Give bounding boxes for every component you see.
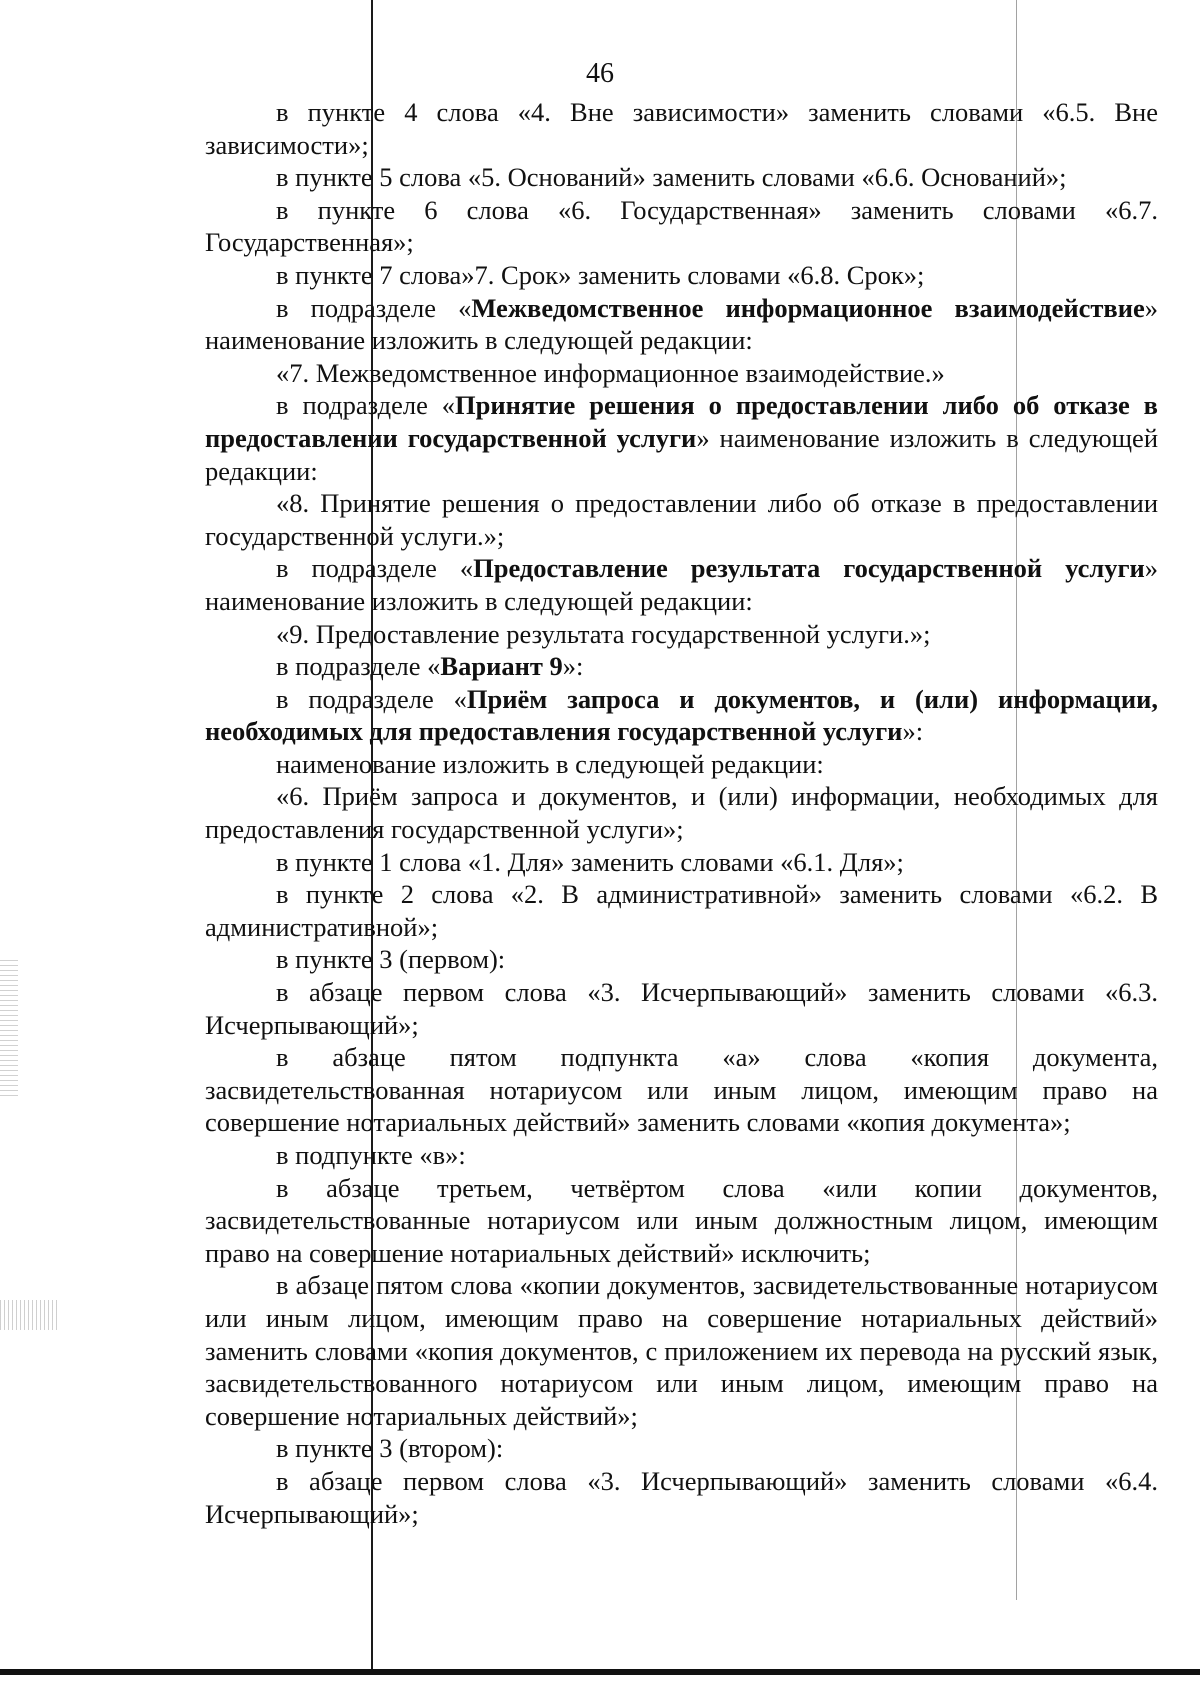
bold-text-run: Предоставление результата государственной услуги [473, 553, 1145, 584]
text-run: »: [562, 651, 584, 682]
paragraph [205, 748, 1158, 781]
paragraph [205, 96, 1158, 161]
text-run: в пункте 4 слова «4. Вне зависимости» заменить словами «6.5. Вне зависимости»; [205, 97, 1158, 160]
paragraph [205, 650, 1158, 683]
paragraph [205, 1139, 1158, 1172]
text-run: в подразделе « [276, 651, 441, 682]
text-run: в подразделе « [276, 553, 474, 584]
paragraph [205, 1172, 1158, 1270]
text-run: » наименование изложить в следующей редакции: [205, 292, 1158, 356]
paragraph [205, 194, 1158, 259]
text-run: в абзаце пятом подпункта «а» слова «копия документа, засвидетельствованная нотариусом или иным лицом, имеющим право на совершение нотариальных действий» заменить словами «копия документа»; [205, 1042, 1158, 1138]
text-run: «8. Принятие решения о предоставлении либо об отказе в предоставлении государственной услуги.»; [205, 488, 1158, 551]
text-run: в пункте 5 слова «5. Оснований» заменить словами «6.6. Оснований»; [276, 162, 1067, 193]
text-run: в абзаце первом слова «3. Исчерпывающий» заменить словами «6.3. Исчерпывающий»; [205, 977, 1158, 1040]
text-run: в абзаце первом слова «3. Исчерпывающий» заменить словами «6.4. Исчерпывающий»; [205, 1465, 1158, 1529]
bold-text-run: Межведомственное информационное взаимодействие [471, 292, 1145, 323]
text-run: в пункте 3 (втором): [276, 1433, 504, 1464]
text-run: в подразделе « [276, 683, 467, 714]
bold-text-run: Приём запроса и документов, и (или) информации, необходимых для предоставления государственной услуги [205, 683, 1158, 747]
paragraph [205, 1269, 1158, 1432]
paragraph [205, 292, 1158, 357]
text-run: в подразделе « [276, 390, 456, 421]
paragraph [205, 161, 1158, 194]
text-run: «6. Приём запроса и документов, и (или) информации, необходимых для предоставления государственной услуги»; [205, 781, 1158, 845]
text-run: в пункте 3 (первом): [276, 944, 506, 975]
paragraph [205, 943, 1158, 976]
paragraph [205, 1041, 1158, 1139]
paragraph [205, 389, 1158, 487]
paragraph [205, 878, 1158, 943]
text-run: в подразделе « [276, 292, 472, 323]
paragraph [205, 976, 1158, 1041]
bold-text-run: Принятие решения о предоставлении либо об отказе в предоставлении государственной услуги [205, 390, 1158, 453]
text-run: «9. Предоставление результата государственной услуги.»; [276, 618, 931, 649]
paragraph [205, 1432, 1158, 1465]
paragraph [205, 683, 1158, 748]
text-run: в абзаце третьем, четвёртом слова «или копии документов, засвидетельствованные нотариусом или иным должностным лицом, имеющим право на совершение нотариальных действий» исключить; [205, 1172, 1158, 1268]
text-run: в пункте 1 слова «1. Для» заменить словами «6.1. Для»; [276, 846, 904, 877]
paragraph [205, 487, 1158, 552]
text-run: в подпункте «в»: [276, 1140, 466, 1170]
page-number: 46 [586, 58, 614, 89]
paragraph [205, 846, 1158, 879]
text-run: » наименование изложить в следующей редакции: [205, 422, 1158, 486]
paragraph [205, 357, 1158, 390]
scan-noise [0, 960, 18, 1100]
bold-text-run: Вариант 9 [440, 651, 563, 682]
scan-noise [0, 1300, 60, 1330]
paragraph [205, 618, 1158, 651]
text-run: наименование изложить в следующей редакции: [276, 748, 824, 779]
scan-bottom-edge [0, 1669, 1200, 1675]
text-run: в пункте 6 слова «6. Государственная» заменить словами «6.7. Государственная»; [205, 194, 1158, 258]
document-body [205, 96, 1158, 1530]
text-run: в абзаце пятом слова «копии документов, засвидетельствованные нотариусом или иным лицом, имеющим право на совершение нотариальных действий» заменить словами «копия документов, с приложением их перевода на русский язык, засвидетельствованного нотариусом или иным лицом, имеющим право на совершение нотариальных действий»; [205, 1270, 1158, 1431]
text-run: «7. Межведомственное информационное взаимодействие.» [276, 357, 945, 388]
text-run: в пункте 2 слова «2. В административной» заменить словами «6.2. В административной»; [205, 879, 1158, 942]
text-run: в пункте 7 слова»7. Срок» заменить словами «6.8. Срок»; [276, 259, 925, 290]
paragraph [205, 1465, 1158, 1530]
paragraph [205, 552, 1158, 617]
paragraph [205, 780, 1158, 845]
paragraph [205, 259, 1158, 292]
text-run: »: [902, 716, 924, 747]
text-run: » наименование изложить в следующей редакции: [205, 553, 1158, 616]
